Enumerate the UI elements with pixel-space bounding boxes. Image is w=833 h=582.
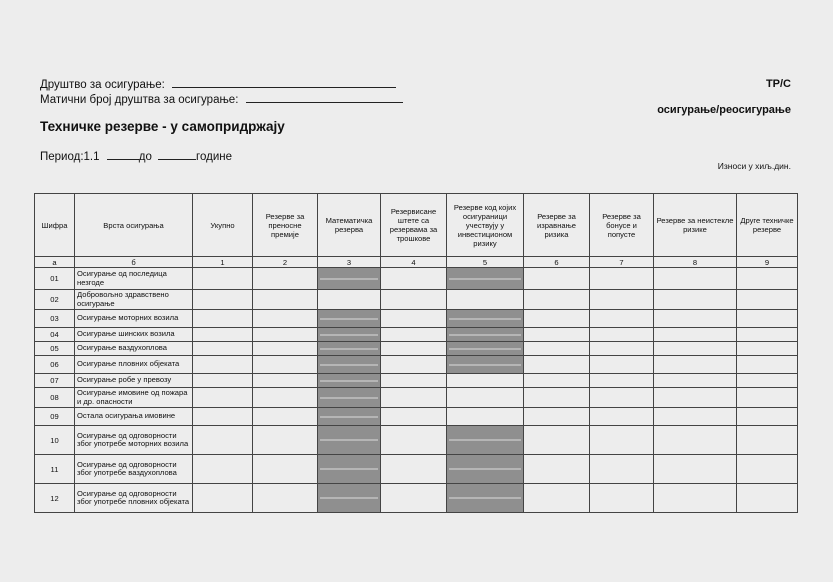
value-cell[interactable]: [381, 484, 447, 513]
shaded-cell: [447, 268, 524, 290]
value-cell[interactable]: [590, 388, 654, 408]
shaded-cell-inner: [320, 416, 378, 418]
shaded-cell-inner: [320, 468, 378, 470]
value-cell[interactable]: [253, 374, 318, 388]
value-cell[interactable]: [654, 310, 737, 328]
column-index: 2: [253, 257, 318, 268]
value-cell[interactable]: [737, 484, 798, 513]
table-row: [35, 268, 798, 290]
value-cell[interactable]: [524, 356, 590, 374]
table-row: [35, 310, 798, 328]
shaded-cell: [318, 374, 381, 388]
value-cell[interactable]: [381, 328, 447, 342]
shaded-cell: [447, 342, 524, 356]
period-suffix: године: [196, 151, 233, 163]
row-code: 10: [35, 426, 75, 455]
value-cell[interactable]: [381, 455, 447, 484]
value-cell[interactable]: [318, 290, 381, 310]
row-insurance-type: Осигурање од последица незгоде: [75, 268, 193, 290]
shaded-cell-inner: [320, 278, 378, 280]
value-cell[interactable]: [654, 484, 737, 513]
row-code: 04: [35, 328, 75, 342]
col-header: Резерве за изравнање ризика: [524, 194, 590, 257]
value-cell[interactable]: [654, 388, 737, 408]
table-row: [35, 408, 798, 426]
shaded-cell-inner: [449, 364, 521, 366]
value-cell[interactable]: [654, 426, 737, 455]
col-header: Друге техничке резерве: [737, 194, 798, 257]
table-row: [35, 328, 798, 342]
value-cell[interactable]: [737, 356, 798, 374]
col-header: Резерве за бонусе и попусте: [590, 194, 654, 257]
period-to-label: до: [138, 151, 152, 163]
value-cell[interactable]: [654, 290, 737, 310]
shaded-cell: [318, 268, 381, 290]
row-insurance-type: Осигурање робе у превозу: [75, 374, 193, 388]
row-code: 06: [35, 356, 75, 374]
value-cell[interactable]: [447, 374, 524, 388]
row-insurance-type: Осигурање ваздухоплова: [75, 342, 193, 356]
value-cell[interactable]: [524, 310, 590, 328]
company-field: [40, 77, 396, 92]
period-to-blank[interactable]: [158, 149, 196, 160]
value-cell[interactable]: [253, 268, 318, 290]
row-code: 12: [35, 484, 75, 513]
form-type: осигурање/реосигурање: [657, 104, 791, 116]
value-cell[interactable]: [447, 290, 524, 310]
value-cell[interactable]: [654, 342, 737, 356]
value-cell[interactable]: [590, 268, 654, 290]
value-cell[interactable]: [193, 328, 253, 342]
table-header-row: [35, 194, 798, 257]
value-cell[interactable]: [253, 484, 318, 513]
column-index: б: [75, 257, 193, 268]
value-cell[interactable]: [590, 374, 654, 388]
value-cell[interactable]: [193, 290, 253, 310]
reserves-table: [34, 193, 798, 513]
value-cell[interactable]: [654, 408, 737, 426]
value-cell[interactable]: [590, 290, 654, 310]
value-cell[interactable]: [381, 356, 447, 374]
shaded-cell: [318, 484, 381, 513]
shaded-cell-inner: [449, 334, 521, 336]
column-index: 8: [654, 257, 737, 268]
shaded-cell: [447, 426, 524, 455]
row-insurance-type: Осигурање шинских возила: [75, 328, 193, 342]
value-cell[interactable]: [524, 374, 590, 388]
shaded-cell-inner: [449, 278, 521, 280]
column-index: 4: [381, 257, 447, 268]
shaded-cell-inner: [320, 364, 378, 366]
value-cell[interactable]: [381, 310, 447, 328]
value-cell[interactable]: [590, 328, 654, 342]
shaded-cell: [447, 356, 524, 374]
value-cell[interactable]: [253, 426, 318, 455]
regno-field: [40, 92, 403, 107]
col-header: Резерве код којих осигураници учествују у инвестиционом ризику: [447, 194, 524, 257]
row-insurance-type: Осигурање од одговорности због употребе моторних возила: [75, 426, 193, 455]
value-cell[interactable]: [524, 455, 590, 484]
value-cell[interactable]: [737, 388, 798, 408]
column-index: 5: [447, 257, 524, 268]
value-cell[interactable]: [737, 455, 798, 484]
value-cell[interactable]: [590, 408, 654, 426]
row-insurance-type: Осигурање од одговорности због употребе пловних објеката: [75, 484, 193, 513]
table-row: [35, 356, 798, 374]
value-cell[interactable]: [654, 374, 737, 388]
value-cell[interactable]: [737, 426, 798, 455]
value-cell[interactable]: [590, 342, 654, 356]
shaded-cell-inner: [320, 380, 378, 382]
col-header: Врста осигурања: [75, 194, 193, 257]
value-cell[interactable]: [524, 342, 590, 356]
value-cell[interactable]: [193, 310, 253, 328]
shaded-cell-inner: [320, 318, 378, 320]
shaded-cell: [318, 342, 381, 356]
shaded-cell: [318, 356, 381, 374]
shaded-cell: [318, 455, 381, 484]
regno-label: Матични број друштва за осигурање:: [40, 94, 239, 106]
col-header: Шифра: [35, 194, 75, 257]
period-field: [40, 149, 232, 163]
table-row: [35, 388, 798, 408]
row-code: 11: [35, 455, 75, 484]
value-cell[interactable]: [193, 484, 253, 513]
value-cell[interactable]: [193, 342, 253, 356]
value-cell[interactable]: [737, 290, 798, 310]
value-cell[interactable]: [193, 426, 253, 455]
value-cell[interactable]: [737, 268, 798, 290]
value-cell[interactable]: [654, 328, 737, 342]
table-row: [35, 484, 798, 513]
shaded-cell: [447, 310, 524, 328]
table-row: [35, 426, 798, 455]
row-code: 03: [35, 310, 75, 328]
row-code: 01: [35, 268, 75, 290]
value-cell[interactable]: [524, 408, 590, 426]
period-prefix: Период:1.1: [40, 151, 100, 163]
column-index: 9: [737, 257, 798, 268]
table-row: [35, 342, 798, 356]
value-cell[interactable]: [737, 328, 798, 342]
shaded-cell-inner: [449, 468, 521, 470]
page-title: Техничке резерве - у самопридржају: [40, 119, 285, 134]
table-row: [35, 374, 798, 388]
row-code: 09: [35, 408, 75, 426]
value-cell[interactable]: [253, 310, 318, 328]
value-cell[interactable]: [737, 310, 798, 328]
shaded-cell: [318, 310, 381, 328]
row-insurance-type: Осигурање моторних возила: [75, 310, 193, 328]
value-cell[interactable]: [193, 388, 253, 408]
value-cell[interactable]: [737, 374, 798, 388]
column-index: а: [35, 257, 75, 268]
column-index: 1: [193, 257, 253, 268]
value-cell[interactable]: [381, 290, 447, 310]
company-blank[interactable]: [172, 77, 396, 88]
shaded-cell: [318, 328, 381, 342]
row-insurance-type: Добровољно здравствено осигурање: [75, 290, 193, 310]
shaded-cell-inner: [320, 439, 378, 441]
column-index: 3: [318, 257, 381, 268]
company-label: Друштво за осигурање:: [40, 79, 165, 91]
col-header: Укупно: [193, 194, 253, 257]
value-cell[interactable]: [381, 388, 447, 408]
shaded-cell: [447, 484, 524, 513]
shaded-cell: [318, 426, 381, 455]
value-cell[interactable]: [447, 388, 524, 408]
value-cell[interactable]: [193, 408, 253, 426]
value-cell[interactable]: [193, 455, 253, 484]
row-code: 08: [35, 388, 75, 408]
row-code: 07: [35, 374, 75, 388]
shaded-cell: [447, 455, 524, 484]
row-insurance-type: Осигурање од одговорности због употребе ваздухоплова: [75, 455, 193, 484]
col-header: Резерве за преносне премије: [253, 194, 318, 257]
shaded-cell: [318, 388, 381, 408]
value-cell[interactable]: [737, 342, 798, 356]
value-cell[interactable]: [654, 268, 737, 290]
col-header: Резервисане штете са резервама за трошкове: [381, 194, 447, 257]
value-cell[interactable]: [193, 356, 253, 374]
shaded-cell-inner: [449, 497, 521, 499]
value-cell[interactable]: [193, 374, 253, 388]
form-code: ТР/С: [765, 78, 791, 90]
shaded-cell-inner: [449, 348, 521, 350]
shaded-cell-inner: [449, 318, 521, 320]
col-header: Резерве за неистекле ризике: [654, 194, 737, 257]
value-cell[interactable]: [524, 290, 590, 310]
value-cell[interactable]: [253, 342, 318, 356]
value-cell[interactable]: [253, 455, 318, 484]
value-cell[interactable]: [381, 268, 447, 290]
column-index: 6: [524, 257, 590, 268]
value-cell[interactable]: [381, 408, 447, 426]
row-insurance-type: Остала осигурања имовине: [75, 408, 193, 426]
value-cell[interactable]: [524, 484, 590, 513]
value-cell[interactable]: [253, 356, 318, 374]
column-index-row: [35, 257, 798, 268]
value-cell[interactable]: [381, 342, 447, 356]
value-cell[interactable]: [447, 408, 524, 426]
shaded-cell-inner: [320, 497, 378, 499]
shaded-cell: [318, 408, 381, 426]
value-cell[interactable]: [524, 426, 590, 455]
value-cell[interactable]: [654, 455, 737, 484]
value-cell[interactable]: [737, 408, 798, 426]
value-cell[interactable]: [253, 290, 318, 310]
value-cell[interactable]: [654, 356, 737, 374]
period-from-blank[interactable]: [107, 149, 139, 160]
value-cell[interactable]: [524, 328, 590, 342]
value-cell[interactable]: [590, 484, 654, 513]
value-cell[interactable]: [253, 388, 318, 408]
column-index: 7: [590, 257, 654, 268]
value-cell[interactable]: [590, 356, 654, 374]
shaded-cell-inner: [320, 348, 378, 350]
row-insurance-type: Осигурање имовине од пожара и др. опасности: [75, 388, 193, 408]
shaded-cell: [447, 328, 524, 342]
value-cell[interactable]: [253, 408, 318, 426]
row-code: 05: [35, 342, 75, 356]
value-cell[interactable]: [590, 455, 654, 484]
shaded-cell-inner: [320, 397, 378, 399]
table-row: [35, 290, 798, 310]
amounts-note: Износи у хиљ.дин.: [717, 161, 791, 171]
row-code: 02: [35, 290, 75, 310]
row-insurance-type: Осигурање пловних објеката: [75, 356, 193, 374]
value-cell[interactable]: [590, 310, 654, 328]
value-cell[interactable]: [381, 426, 447, 455]
shaded-cell-inner: [320, 334, 378, 336]
value-cell[interactable]: [590, 426, 654, 455]
shaded-cell-inner: [449, 439, 521, 441]
regno-blank[interactable]: [246, 92, 403, 103]
value-cell[interactable]: [193, 268, 253, 290]
table-row: [35, 455, 798, 484]
value-cell[interactable]: [524, 388, 590, 408]
col-header: Математичка резерва: [318, 194, 381, 257]
value-cell[interactable]: [253, 328, 318, 342]
value-cell[interactable]: [524, 268, 590, 290]
value-cell[interactable]: [381, 374, 447, 388]
